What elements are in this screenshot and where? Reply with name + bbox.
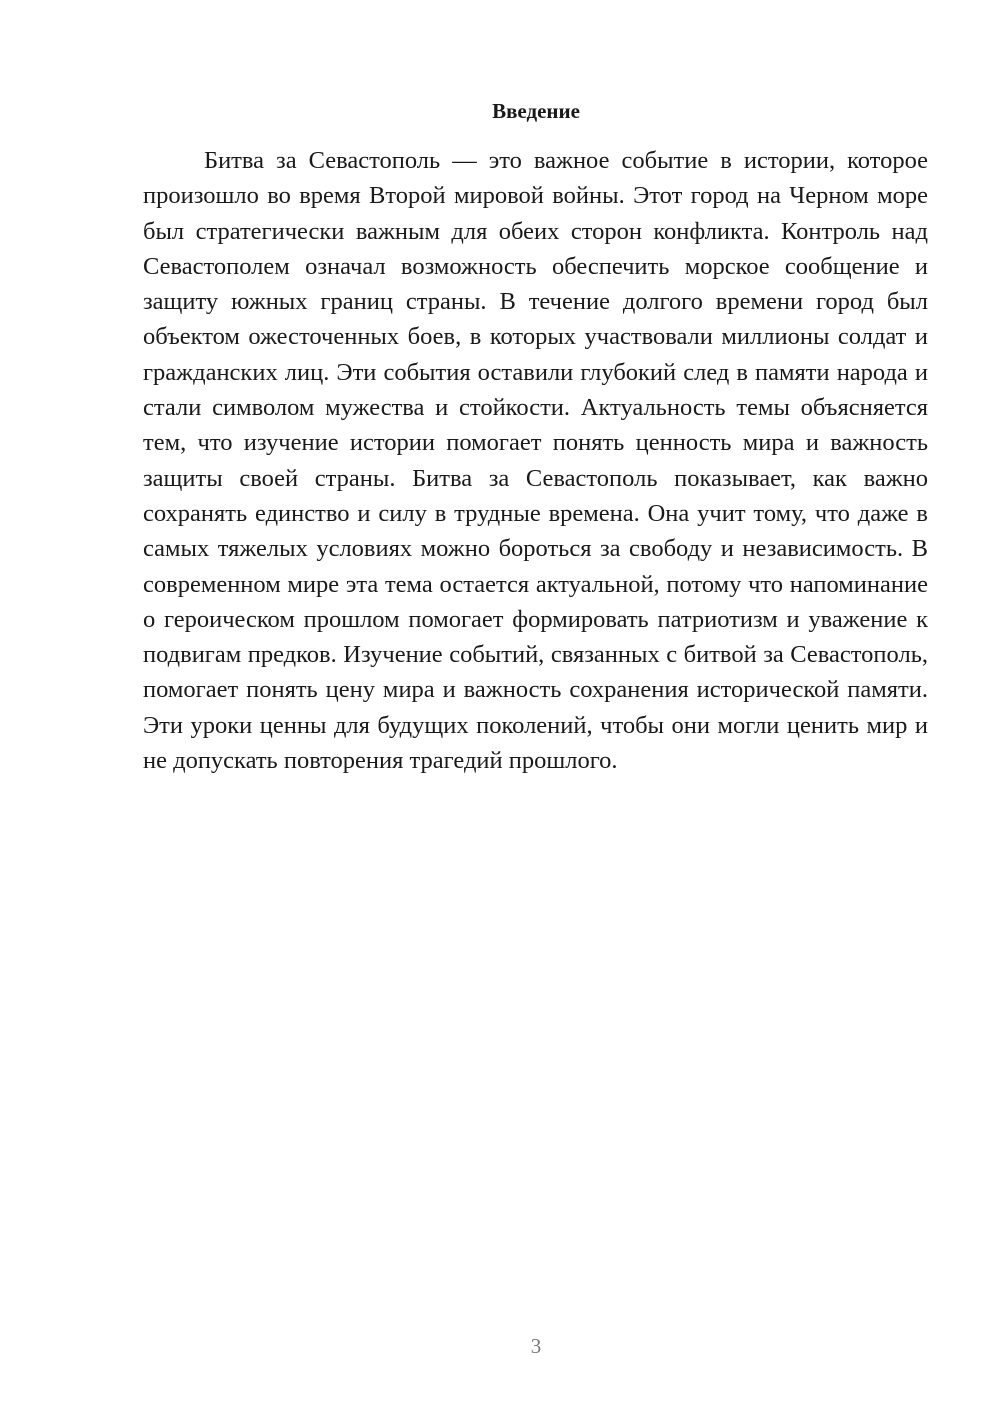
body-paragraph: Битва за Севастополь — это важное событие в истории, которое произошло во время Второй мировой войны. Этот город на Черном море был стратегически важным для обеих сторон конфликта. Контроль над Севастополем означал возможность обеспечить морское сообщение и защиту южных границ страны. В течение долгого времени город был объектом ожесточенных боев, в которых участвовали миллионы солдат и гражданских лиц. Эти события оставили глубокий след в памяти народа и стали символом мужества и стойкости. Актуальность темы объясняется тем, что изучение истории помогает понять ценность мира и важность защиты своей страны. Битва за Севастополь показывает, как важно сохранять единство и силу в трудные времена. Она учит тому, что даже в самых тяжелых условиях можно бороться за свободу и независимость. В современном мире эта тема остается актуальной, потому что напоминание о героическом прошлом помогает формировать патриотизм и уважение к подвигам предков. Изучение событий, связанных с битвой за Севастополь, помогает понять цену мира и важность сохранения исторической памяти. Эти уроки ценны для будущих поколений, чтобы они могли ценить мир и не допускать повторения трагедий прошлого. [143, 147, 928, 775]
page-number: 3 [530, 1334, 542, 1358]
section-heading: Введение [492, 99, 580, 123]
